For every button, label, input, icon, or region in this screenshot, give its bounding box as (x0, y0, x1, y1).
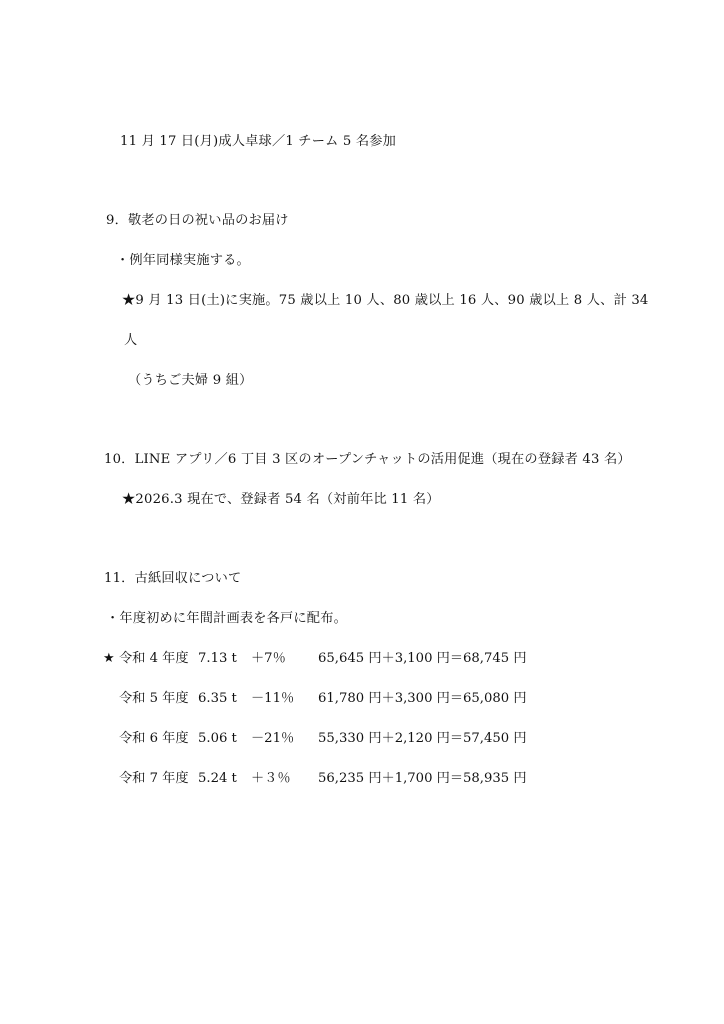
section-9-note-line-3: （うちご夫婦 9 組） (128, 373, 253, 388)
section-10-note: ★2026.3 現在で、登録者 54 名（対前年比 11 名） (122, 492, 440, 507)
section-9-note-line-2: 人 (124, 333, 138, 348)
row-tonnage: 5.06 t (198, 731, 237, 746)
section-11-heading: 11．古紙回収について (104, 571, 242, 586)
row-change-percent: －11％ (251, 691, 295, 706)
section-11-bullet: ・年度初めに年間計画表を各戸に配布。 (106, 611, 347, 626)
row-tonnage: 6.35 t (198, 691, 237, 706)
row-amount-calc: 65,645 円＋3,100 円＝68,745 円 (318, 651, 527, 666)
row-change-percent: ＋３％ (251, 771, 291, 786)
row-change-percent: ＋7％ (251, 651, 286, 666)
row-amount-calc: 56,235 円＋1,700 円＝58,935 円 (318, 771, 527, 786)
row-amount-calc: 61,780 円＋3,300 円＝65,080 円 (318, 691, 527, 706)
section-9-bullet: ・例年同様実施する。 (116, 253, 250, 268)
row-fiscal-year: 令和 6 年度 (119, 731, 189, 746)
row-star-mark: ★ (103, 651, 115, 666)
row-fiscal-year: 令和 7 年度 (119, 771, 189, 786)
section-9-note-line-1: ★9 月 13 日(土)に実施。75 歳以上 10 人、80 歳以上 16 人、90 歳以上 8 人、計 34 (122, 293, 649, 308)
row-change-percent: －21％ (251, 731, 295, 746)
row-fiscal-year: 令和 5 年度 (119, 691, 189, 706)
row-tonnage: 7.13 t (198, 651, 237, 666)
row-amount-calc: 55,330 円＋2,120 円＝57,450 円 (318, 731, 527, 746)
table-tennis-entry: 11 月 17 日(月)成人卓球／1 チーム 5 名参加 (120, 134, 397, 149)
section-10-heading: 10．LINE アプリ／6 丁目 3 区のオープンチャットの活用促進（現在の登録者 43 名） (104, 452, 631, 467)
row-fiscal-year: 令和 4 年度 (119, 651, 189, 666)
section-9-heading: 9．敬老の日の祝い品のお届け (106, 213, 289, 228)
row-tonnage: 5.24 t (198, 771, 237, 786)
